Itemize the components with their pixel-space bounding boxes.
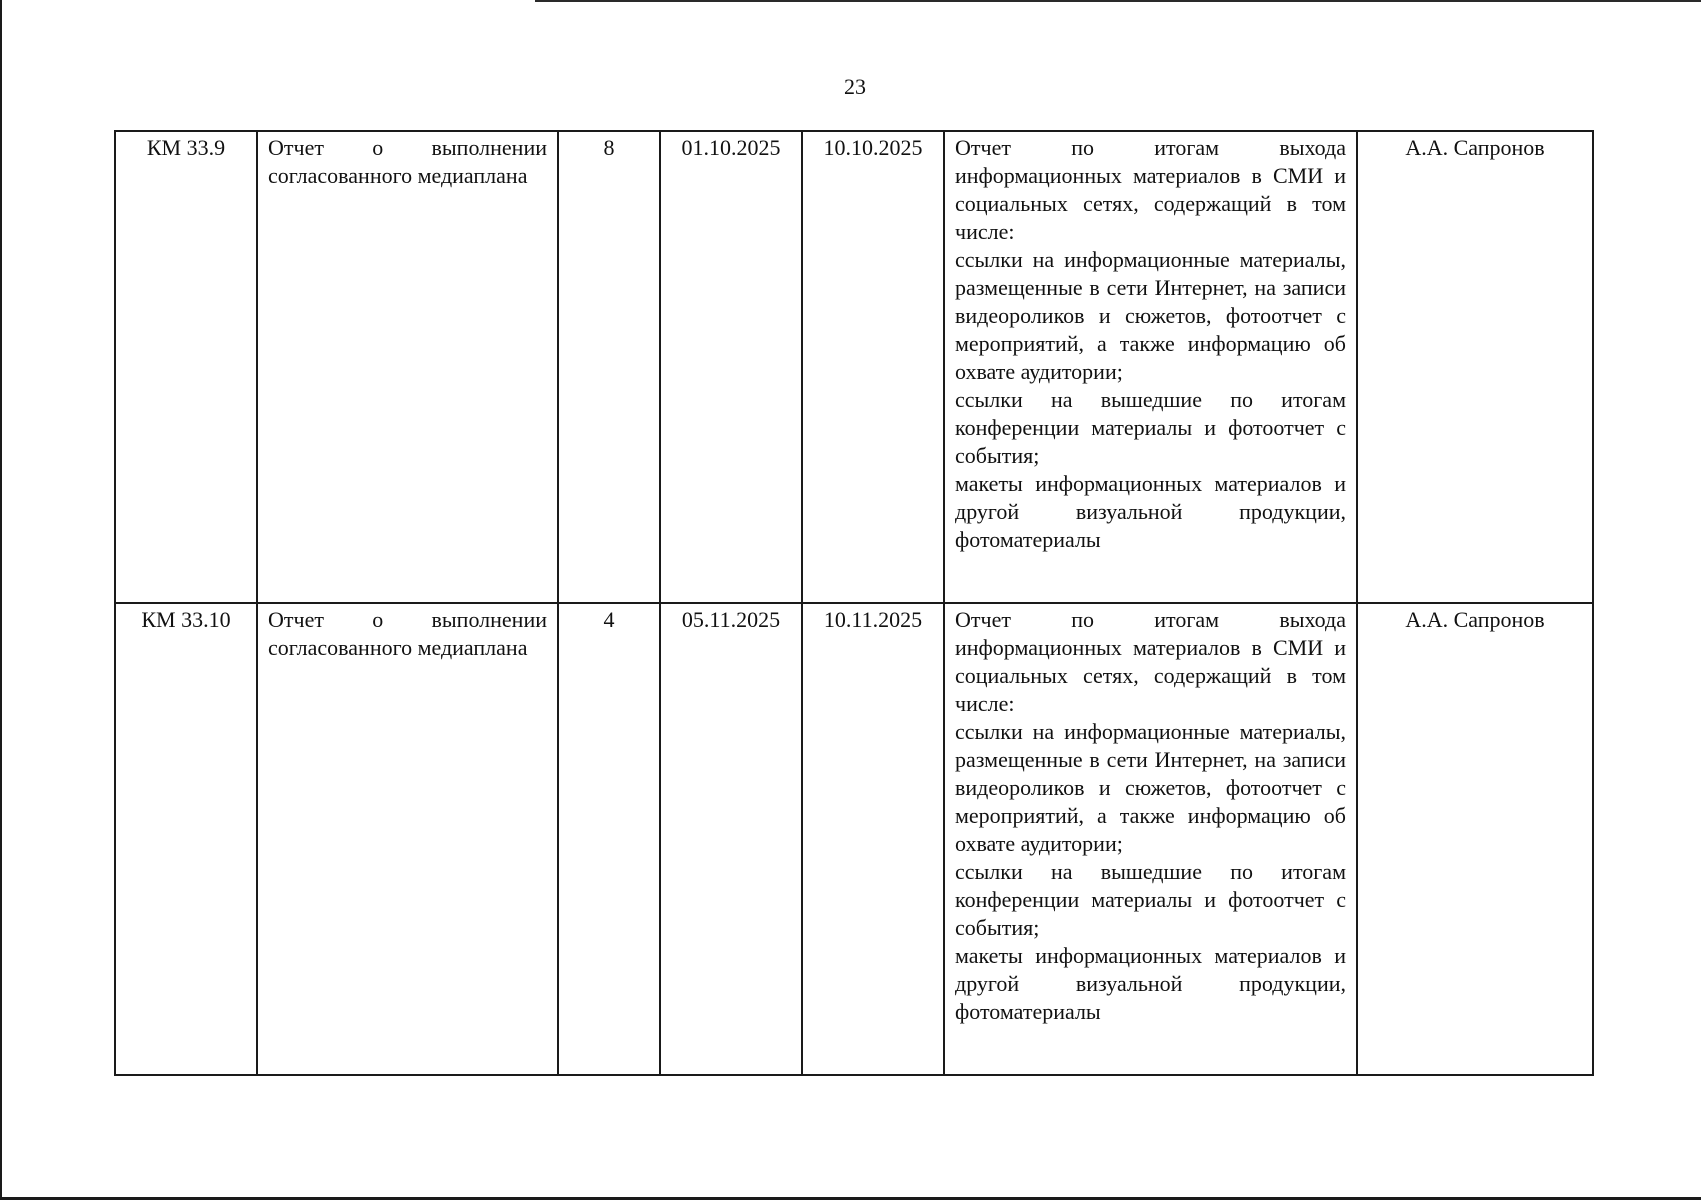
cell-name: Отчет о выполнении согласованного медиаплана [257,131,558,603]
cell-date-end: 10.11.2025 [802,603,944,1075]
cell-code: КМ 33.10 [115,603,257,1075]
table-row [115,131,1593,603]
result-paragraph: ссылки на информационные материалы, размещенные в сети Интернет, на записи видеороликов и сюжетов, фотоотчет с мероприятий, а также информацию об охвате аудитории; [955,247,1346,384]
cell-code: КМ 33.9 [115,131,257,603]
cell-result [944,603,1357,1075]
result-paragraph: Отчет по итогам выхода информационных материалов в СМИ и социальных сетях, содержащий в том числе: [955,135,1346,244]
cell-date-end: 10.10.2025 [802,131,944,603]
cell-responsible: А.А. Сапронов [1357,131,1593,603]
result-paragraph: макеты информационных материалов и другой визуальной продукции, фотоматериалы [955,471,1346,552]
result-paragraph: Отчет по итогам выхода информационных материалов в СМИ и социальных сетях, содержащий в том числе: [955,607,1346,716]
result-paragraph: ссылки на вышедшие по итогам конференции материалы и фотоотчет с события; [955,859,1346,940]
scan-edge-top [535,0,1701,2]
result-paragraph: макеты информационных материалов и другой визуальной продукции, фотоматериалы [955,943,1346,1024]
control-points-table [114,130,1594,1076]
scan-edge-left [0,0,2,1200]
result-paragraph: ссылки на вышедшие по итогам конференции материалы и фотоотчет с события; [955,387,1346,468]
cell-result [944,131,1357,603]
cell-name: Отчет о выполнении согласованного медиаплана [257,603,558,1075]
page-number: 23 [844,74,866,99]
cell-date-start: 05.11.2025 [660,603,802,1075]
cell-number: 4 [558,603,660,1075]
cell-date-start: 01.10.2025 [660,131,802,603]
result-paragraph: ссылки на информационные материалы, размещенные в сети Интернет, на записи видеороликов и сюжетов, фотоотчет с мероприятий, а также информацию об охвате аудитории; [955,719,1346,856]
table-row [115,603,1593,1075]
cell-responsible: А.А. Сапронов [1357,603,1593,1075]
cell-number: 8 [558,131,660,603]
